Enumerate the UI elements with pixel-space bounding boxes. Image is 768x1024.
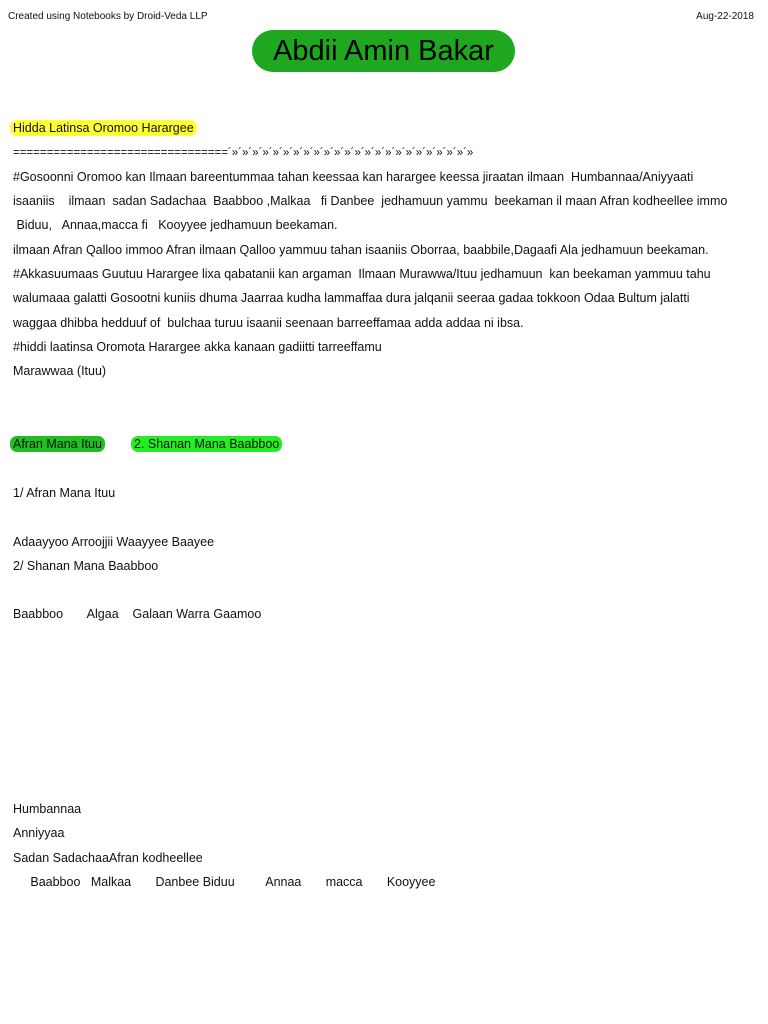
divider-line: ================================´»´»´»´»´»´»´»´»´»´»´»´»´»´»´»´»´»´»´»´»´»´»´»´» <box>13 147 474 159</box>
body-line-3: Biduu, Annaa,macca fi Kooyyee jedhamuun beekaman. <box>13 218 338 232</box>
document-date: Aug-22-2018 <box>696 11 754 22</box>
section-heading-line <box>13 120 197 136</box>
notebook-credit: Created using Notebooks by Droid-Veda LLP <box>8 11 208 22</box>
body-line-9: Marawwaa (Ituu) <box>13 364 107 378</box>
tag-shanan-mana-baabboo: 2. Shanan Mana Baabboo <box>131 436 282 452</box>
body-line-5: #Akkasuumaas Guutuu Harargee lixa qabatanii kan argaman Ilmaan Murawwa/Ituu jedhamuun kan beekaman yammuu tahu <box>13 267 711 281</box>
bottom-line-2: Anniyyaa <box>13 826 65 840</box>
body-line-4: ilmaan Afran Qalloo immoo Afran ilmaan Qalloo yammuu tahan isaaniis Oborraa, baabbile,Dagaafi Ala jedhamuun beekaman. <box>13 243 709 257</box>
list-item-2-content: Baabboo Algaa Galaan Warra Gaamoo <box>13 607 262 621</box>
list-item-2-heading: 2/ Shanan Mana Baabboo <box>13 559 159 573</box>
body-line-7: waggaa dhibba hedduuf of bulchaa turuu isaanii seenaan barreeffamaa adda addaa ni ibsa. <box>13 316 524 330</box>
bottom-line-1: Humbannaa <box>13 802 82 816</box>
document-title: Abdii Amin Bakar <box>252 30 515 72</box>
bottom-line-3: Sadan SadachaaAfran kodheellee <box>13 851 203 865</box>
body-line-6: walumaaa galatti Gosootni kuniis dhuma Jaarraa kudha lammaffaa dura jalqanii seeraa gadaa tokkoon Odaa Bultum jalatti <box>13 291 690 305</box>
section-heading: Hidda Latinsa Oromoo Harargee <box>10 120 197 136</box>
list-item-1-heading: 1/ Afran Mana Ituu <box>13 486 116 500</box>
tag-afran-mana-ituu: Afran Mana Ituu <box>13 436 105 452</box>
body-line-1: #Gosoonni Oromoo kan Ilmaan bareentummaa tahan keessaa kan harargee keessa jiraatan ilmaan Humbannaa/Aniyyaati <box>13 170 694 184</box>
body-line-8: #hiddi laatinsa Oromota Harargee akka kanaan gadiitti tarreeffamu <box>13 340 382 354</box>
body-line-2: isaaniis ilmaan sadan Sadachaa Baabboo ,Malkaa fi Danbee jedhamuun yammu beekaman il maan Afran kodheellee immo <box>13 194 728 208</box>
bottom-line-4: Baabboo Malkaa Danbee Biduu Annaa macca Kooyyee <box>13 875 436 889</box>
list-item-1-content: Adaayyoo Arroojjii Waayyee Baayee <box>13 535 215 549</box>
